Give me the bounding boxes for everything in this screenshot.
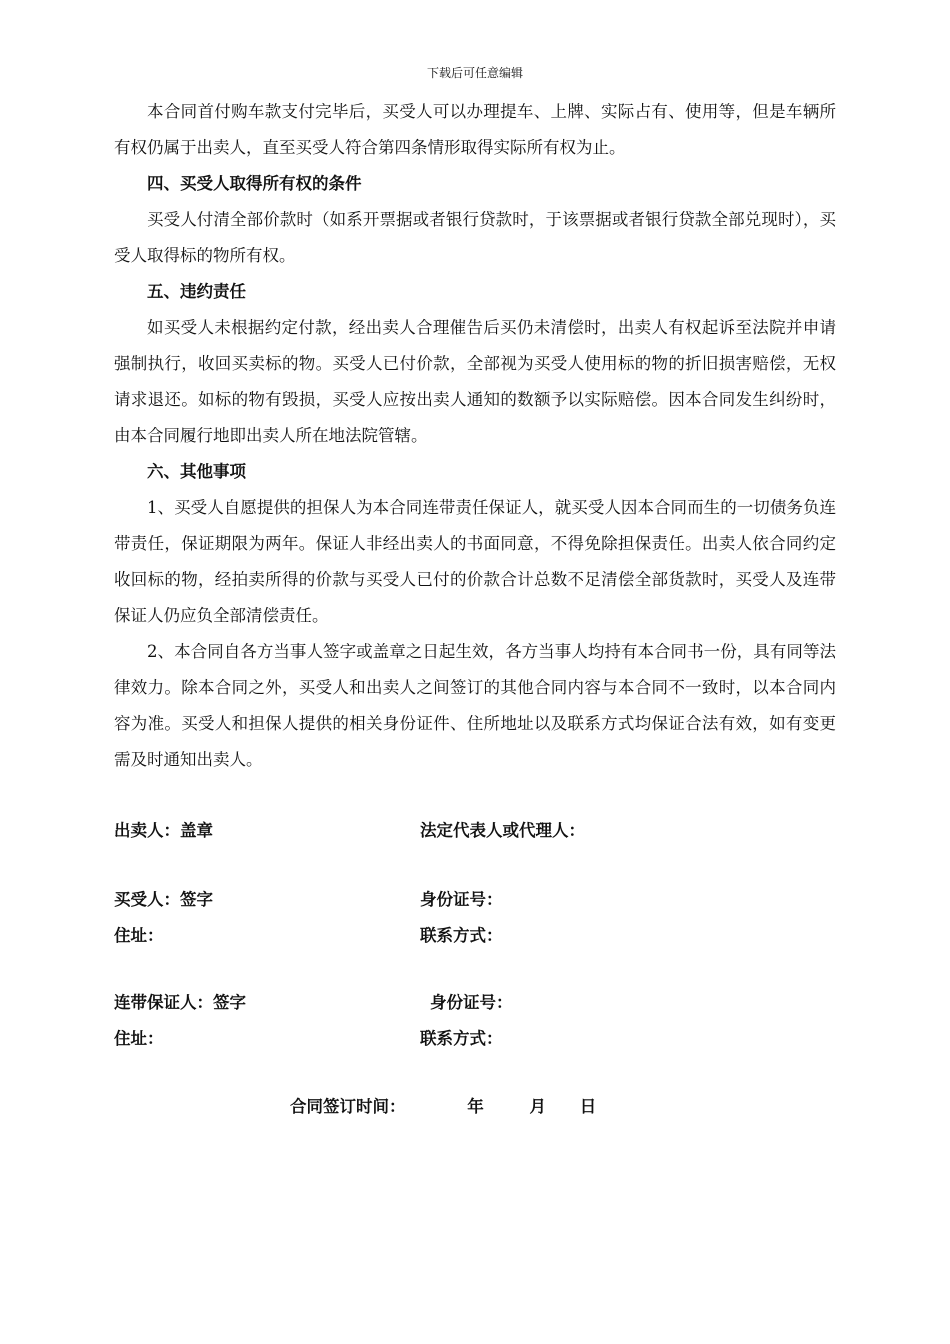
guarantor-address-label: 住址：: [114, 1029, 164, 1048]
signing-date-day: 日: [579, 1097, 597, 1116]
guarantor-contact-label: 联系方式：: [420, 1029, 503, 1048]
section-heading-ownership-conditions: 四、买受人取得所有权的条件: [147, 174, 362, 193]
buyer-signature-label: 买受人：签字: [114, 890, 213, 909]
paragraph-ownership-conditions: 买受人付清全部价款时（如系开票据或者银行贷款时，于该票据或者银行贷款全部兑现时），买受人取得标的物所有权。: [114, 210, 836, 265]
signing-date-month: 月: [529, 1097, 546, 1116]
section-heading-breach-liability: 五、违约责任: [147, 282, 246, 301]
buyer-address-label: 住址：: [114, 926, 164, 945]
seller-seal-label: 出卖人：盖章: [114, 821, 213, 840]
paragraph-breach-liability: 如买受人未根据约定付款，经出卖人合理催告后买仍未清偿时，出卖人有权起诉至法院并申请强制执行，收回买卖标的物。买受人已付价款，全部视为买受人使用标的物的折旧损害赔偿，无权请求退还。如标的物有毁损，买受人应按出卖人通知的数额予以实际赔偿。因本合同发生纠纷时，由本合同履行地即出卖人所在地法院管辖。: [114, 318, 836, 445]
signing-date-label: 合同签订时间：: [290, 1097, 406, 1116]
guarantor-signature-label: 连带保证人：签字: [114, 993, 246, 1012]
contract-body: [114, 94, 836, 778]
paragraph-effectiveness-clause: 2、本合同自各方当事人签字或盖章之日起生效，各方当事人均持有本合同书一份，具有同等法律效力。除本合同之外，买受人和出卖人之间签订的其他合同内容与本合同不一致时，以本合同内容为准。买受人和担保人提供的相关身份证件、住所地址以及联系方式均保证合法有效，如有变更需及时通知出卖人。: [114, 642, 836, 769]
buyer-contact-label: 联系方式：: [420, 926, 503, 945]
guarantor-id-number-label: 身份证号：: [430, 993, 513, 1012]
buyer-id-number-label: 身份证号：: [420, 890, 503, 909]
paragraph-first-payment: 本合同首付购车款支付完毕后，买受人可以办理提车、上牌、实际占有、使用等，但是车辆所有权仍属于出卖人，直至买受人符合第四条情形取得实际所有权为止。: [114, 102, 836, 157]
signing-date-line: [290, 1096, 596, 1118]
page-header-note: 下载后可任意编辑: [426, 66, 523, 80]
section-heading-other-matters: 六、其他事项: [147, 462, 246, 481]
signing-date-year: 年: [467, 1097, 484, 1116]
paragraph-guarantor-clause: 1、买受人自愿提供的担保人为本合同连带责任保证人，就买受人因本合同而生的一切债务负连带责任，保证期限为两年。保证人非经出卖人的书面同意，不得免除担保责任。出卖人依合同约定收回标的物，经拍卖所得的价款与买受人已付的价款合计总数不足清偿全部货款时，买受人及连带保证人仍应负全部清偿责任。: [114, 498, 836, 625]
legal-representative-label: 法定代表人或代理人：: [420, 821, 585, 840]
